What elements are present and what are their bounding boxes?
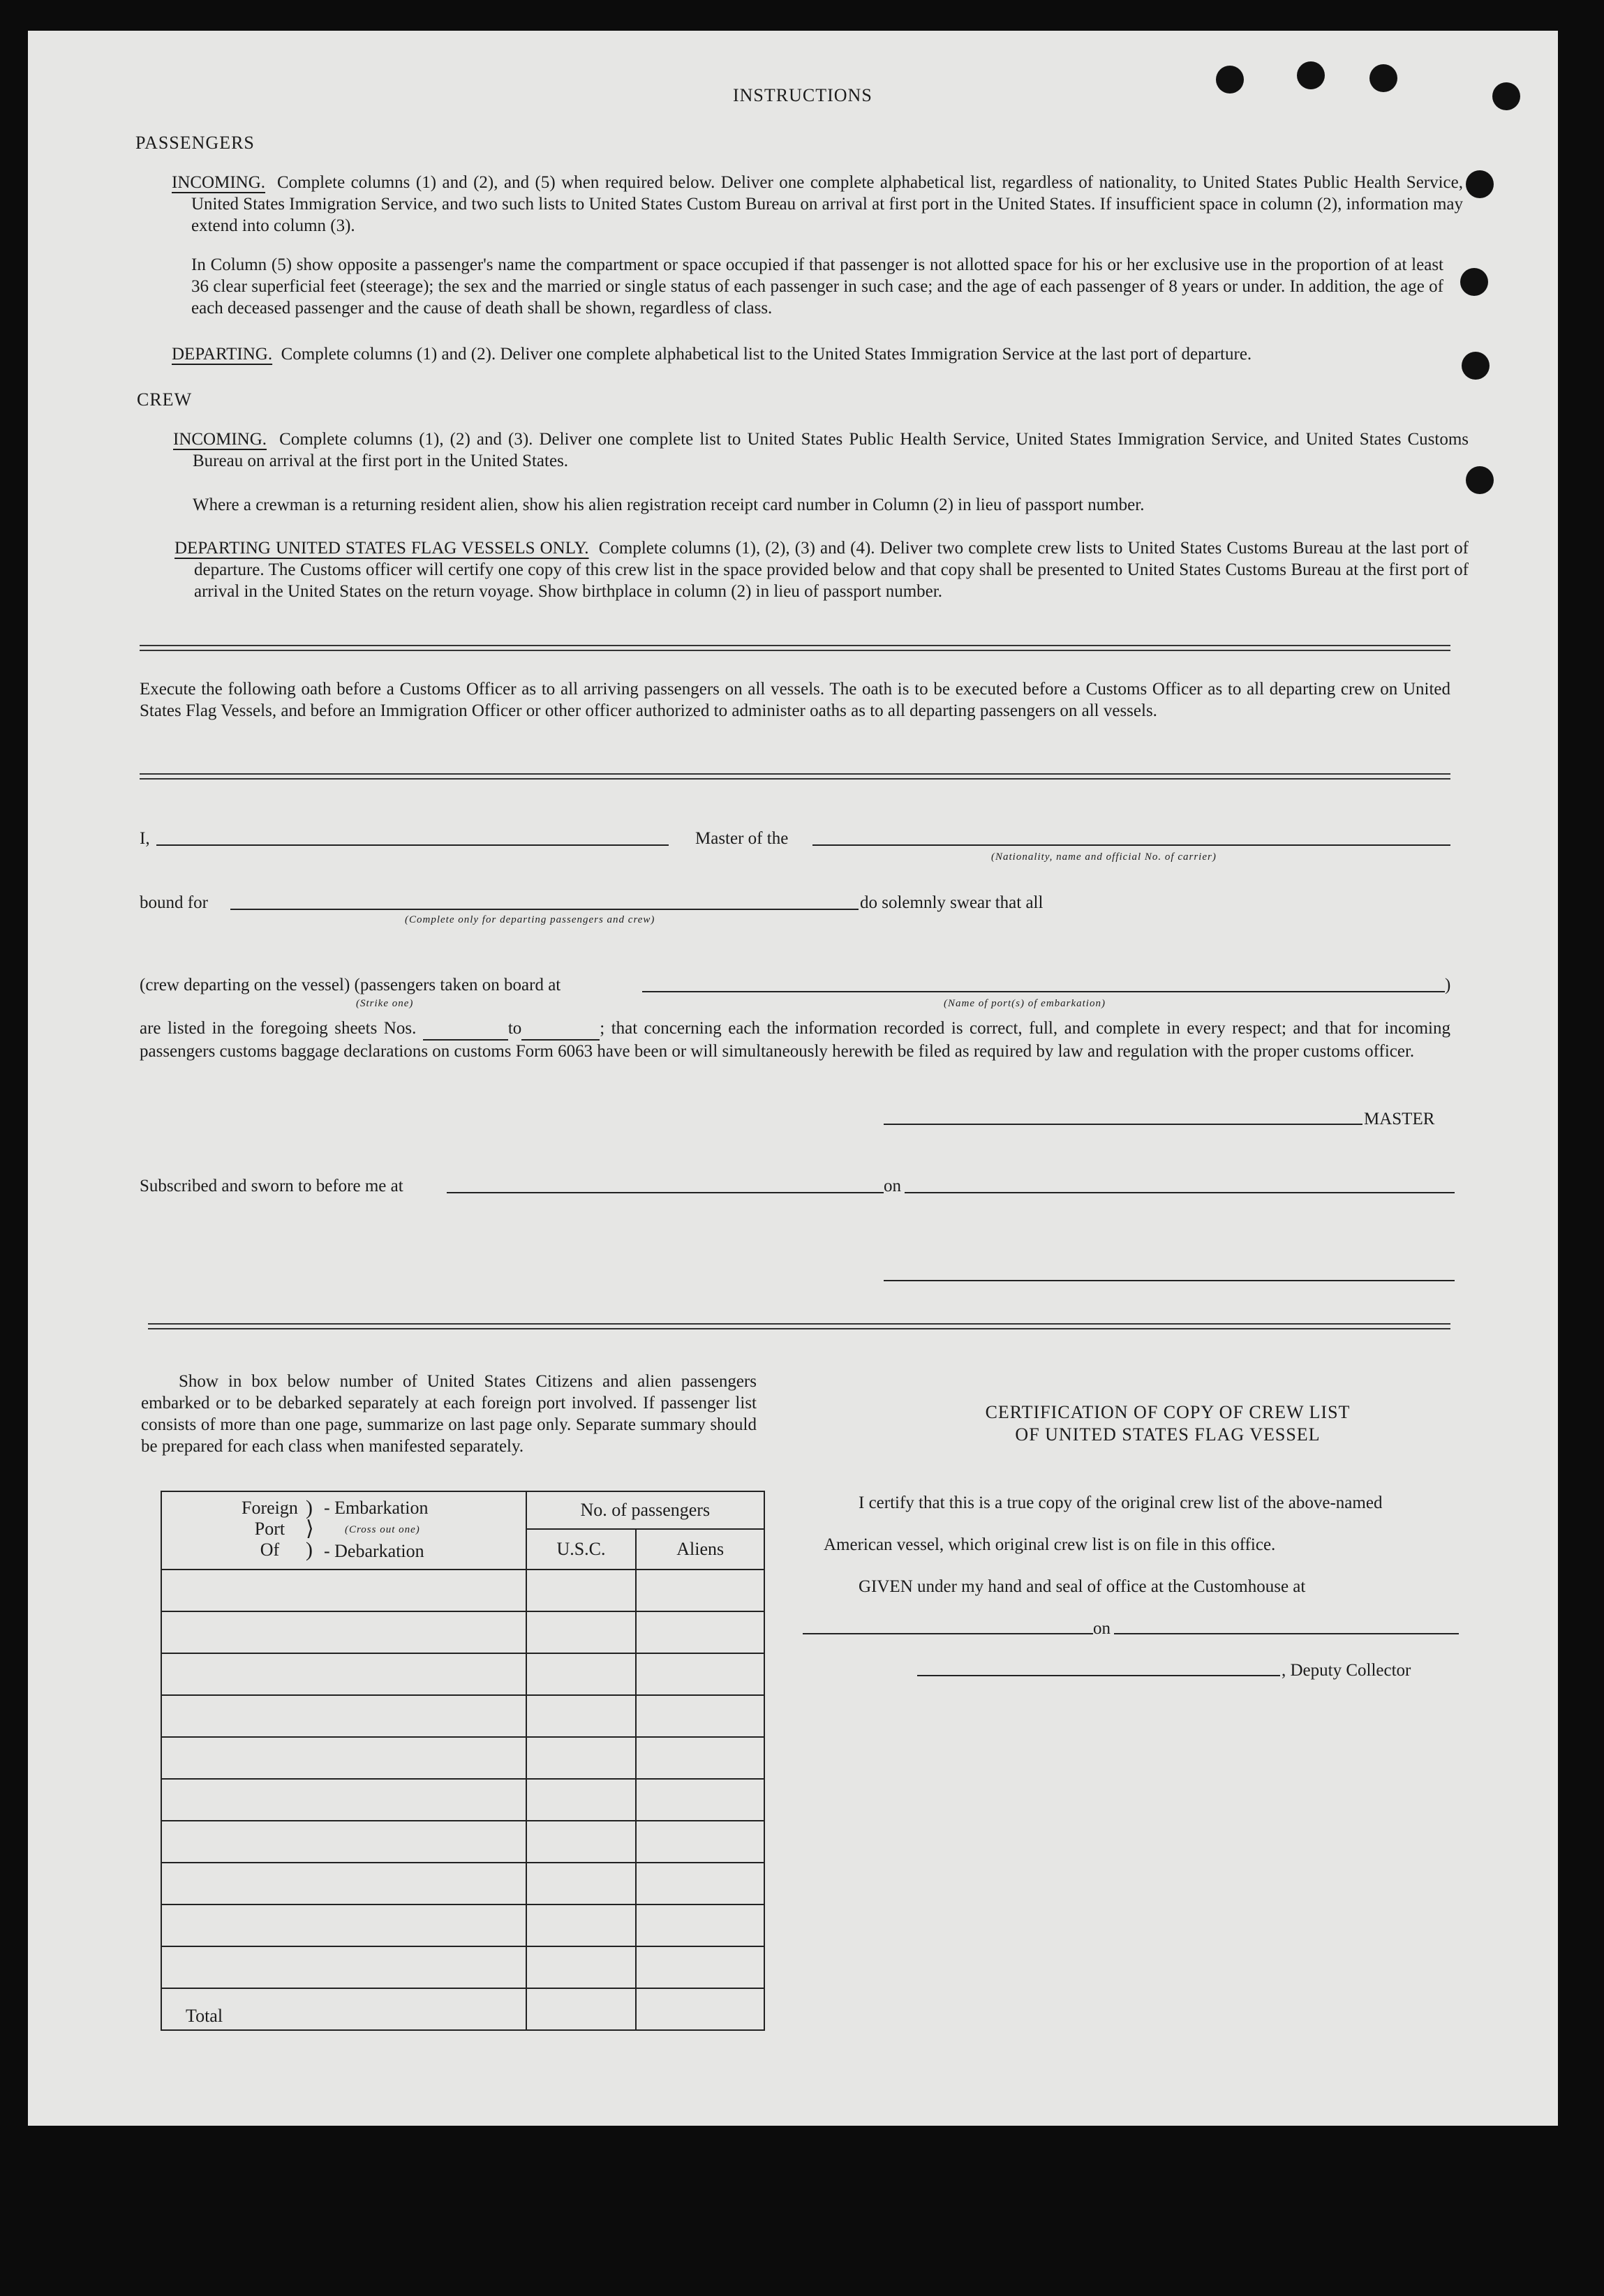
- debarkation-label[interactable]: - Debarkation: [324, 1541, 424, 1561]
- oath-swear: do solemnly swear that all: [860, 893, 1044, 912]
- passengers-departing-text: Complete columns (1) and (2). Deliver one complete alphabetical list to the United States Immigration Service at the last port of departure.: [281, 345, 1252, 364]
- usc-cell[interactable]: [526, 1904, 637, 1946]
- sheet-from-line[interactable]: [423, 1017, 508, 1041]
- certify-line2: American vessel, which original crew list is on file in this office.: [824, 1535, 1276, 1554]
- sheet-to-line[interactable]: [521, 1017, 600, 1041]
- port-cell[interactable]: [161, 1737, 526, 1779]
- carrier-note: (Nationality, name and official No. of carrier): [991, 851, 1217, 863]
- crew-departing-paragraph: [174, 537, 1469, 602]
- usc-cell[interactable]: [526, 1570, 637, 1611]
- deputy-collector-label: , Deputy Collector: [1282, 1661, 1411, 1680]
- passengers-column5-paragraph: In Column (5) show opposite a passenger's name the compartment or space occupied if that passenger is not allotted space for his or her exclusive use in the proportion of at least 36 clear superficial feet (steerage); the sex and the married or single status of each passenger in such case; and the age of each passenger of 8 years or under. In addition, the age of each deceased passenger and the cause of death shall be shown, regardless of class.: [191, 255, 1443, 318]
- aliens-cell[interactable]: [636, 1611, 764, 1653]
- master-label: MASTER: [1364, 1110, 1435, 1128]
- table-row: [161, 1737, 764, 1779]
- instructions-title: INSTRUCTIONS: [733, 85, 872, 105]
- of-label: Of: [260, 1540, 280, 1560]
- subscribed-date-line[interactable]: [905, 1192, 1455, 1193]
- foreign-port-header: [161, 1491, 526, 1570]
- port-cell[interactable]: [161, 1611, 526, 1653]
- oath-master-name-line[interactable]: [156, 844, 669, 846]
- aliens-cell[interactable]: [636, 1779, 764, 1821]
- port-cell[interactable]: [161, 1779, 526, 1821]
- oath-bound-for: bound for: [140, 893, 208, 912]
- punch-hole: [1466, 170, 1494, 198]
- oath-listed-paragraph: [140, 1017, 1450, 1062]
- oath-i-label: I,: [140, 829, 150, 848]
- usc-cell[interactable]: [526, 1611, 637, 1653]
- table-row: [161, 1904, 764, 1946]
- aliens-cell[interactable]: [636, 1570, 764, 1611]
- punch-hole: [1369, 64, 1397, 92]
- subscribed-on: on: [884, 1177, 901, 1195]
- certification-on: on: [1093, 1619, 1111, 1638]
- deputy-collector-signature-line[interactable]: [917, 1675, 1280, 1676]
- oath-close-paren: ): [1445, 976, 1451, 994]
- port-cell[interactable]: [161, 1695, 526, 1737]
- oath-port-line[interactable]: [642, 991, 1445, 992]
- oath-listed-a: are listed in the foregoing sheets Nos.: [140, 1019, 417, 1038]
- table-row: [161, 1863, 764, 1904]
- usc-cell[interactable]: [526, 1779, 637, 1821]
- punch-hole: [1297, 61, 1325, 89]
- brace-icon: ) ⟩ ): [306, 1496, 314, 1561]
- passengers-heading: PASSENGERS: [135, 133, 255, 153]
- crew-departing-text: Complete columns (1), (2), (3) and (4). Deliver two complete crew lists to United States Customs Bureau at the last port of departure. The Customs officer will certify one copy of this crew list in the space provided below and that copy shall be presented to United States Customs Bureau at the first port of arrival in the United States on the return voyage. Show birthplace in column (2) in lieu of passport number.: [194, 539, 1469, 601]
- strike-note: (Strike one): [356, 998, 414, 1009]
- passengers-incoming-text: Complete columns (1) and (2), and (5) when required below. Deliver one complete alphabetical list, regardless of nationality, to United States Public Health Service, United States Immigration Service, and two such lists to United States Custom Bureau on arrival at first port in the United States. If insufficient space in column (2), information may extend into column (3).: [191, 173, 1464, 235]
- punch-hole: [1466, 466, 1494, 494]
- subscribed-label: Subscribed and sworn to before me at: [140, 1177, 403, 1195]
- foreign-label: Foreign: [242, 1498, 298, 1518]
- master-signature-line[interactable]: [884, 1124, 1362, 1125]
- oath-carrier-line[interactable]: [812, 844, 1450, 846]
- oath-bound-for-line[interactable]: [230, 909, 859, 910]
- passengers-incoming-label: INCOMING.: [172, 173, 266, 192]
- customhouse-place-line[interactable]: [803, 1633, 1093, 1634]
- port-cell[interactable]: [161, 1821, 526, 1863]
- aliens-header: Aliens: [636, 1529, 764, 1570]
- punch-hole: [1462, 352, 1490, 380]
- usc-cell[interactable]: [526, 1653, 637, 1695]
- no-passengers-header: No. of passengers: [526, 1491, 764, 1529]
- oath-listed-to: to: [507, 1019, 522, 1038]
- section-divider: [140, 645, 1450, 651]
- punch-hole: [1216, 66, 1244, 94]
- usc-cell[interactable]: [526, 1863, 637, 1904]
- aliens-cell[interactable]: [636, 1737, 764, 1779]
- aliens-cell[interactable]: [636, 1863, 764, 1904]
- total-usc-cell[interactable]: [526, 1988, 637, 2030]
- crew-incoming-paragraph: [173, 428, 1469, 472]
- section-divider: [140, 773, 1450, 780]
- certify-line1: I certify that this is a true copy of the original crew list of the above-named: [859, 1493, 1383, 1512]
- oath-listed-b: ; that concerning each the information recorded is correct, full, and complete in every respect; and that for incoming passengers customs baggage declarations on customs Form 6063 have been or will simultaneously herewith be filed as required by law and regulation with the proper customs officer.: [140, 1019, 1450, 1061]
- certification-title: [796, 1401, 1540, 1446]
- usc-cell[interactable]: [526, 1737, 637, 1779]
- table-row: [161, 1570, 764, 1611]
- crew-incoming-text: Complete columns (1), (2) and (3). Deliver one complete list to United States Public Health Service, United States Immigration Service, and United States Customs Bureau on arrival at the first port in the United States.: [193, 430, 1469, 470]
- crew-resident-paragraph: Where a crewman is a returning resident alien, show his alien registration receipt card number in Column (2) in lieu of passport number.: [193, 495, 1145, 514]
- form-sheet: [28, 31, 1558, 2126]
- subscribed-place-line[interactable]: [447, 1192, 884, 1193]
- table-row: [161, 1779, 764, 1821]
- passengers-departing-paragraph: [172, 343, 1456, 365]
- bound-note: (Complete only for departing passengers and crew): [405, 914, 655, 925]
- punch-hole: [1492, 82, 1520, 110]
- table-row: [161, 1611, 764, 1653]
- oath-master-of-the: Master of the: [695, 829, 789, 848]
- certification-title-line2: OF UNITED STATES FLAG VESSEL: [1015, 1424, 1321, 1445]
- port-cell[interactable]: [161, 1946, 526, 1988]
- aliens-cell[interactable]: [636, 1821, 764, 1863]
- given-line: GIVEN under my hand and seal of office at the Customhouse at: [859, 1577, 1306, 1596]
- total-aliens-cell[interactable]: [636, 1988, 764, 2030]
- total-row: [161, 1988, 764, 2030]
- table-row: [161, 1821, 764, 1863]
- oath-crew-departing: (crew departing on the vessel) (passengers taken on board at: [140, 976, 561, 994]
- aliens-cell[interactable]: [636, 1946, 764, 1988]
- crew-incoming-label: INCOMING.: [173, 430, 267, 449]
- punch-hole: [1460, 268, 1488, 296]
- table-row: [161, 1695, 764, 1737]
- section-divider: [148, 1323, 1450, 1329]
- port-note: (Name of port(s) of embarkation): [944, 998, 1106, 1009]
- aliens-cell[interactable]: [636, 1695, 764, 1737]
- officer-signature-line[interactable]: [884, 1280, 1455, 1281]
- usc-cell[interactable]: [526, 1695, 637, 1737]
- oath-intro: Execute the following oath before a Customs Officer as to all arriving passengers on all vessels. The oath is to be executed before a Customs Officer as to all departing crew on United States Flag Vessels, and before an Immigration Officer or other officer authorized to administer oaths as to all departing passengers on all vessels.: [140, 680, 1450, 720]
- aliens-cell[interactable]: [636, 1904, 764, 1946]
- usc-cell[interactable]: [526, 1821, 637, 1863]
- usc-header: U.S.C.: [526, 1529, 637, 1570]
- certification-title-line1: CERTIFICATION OF COPY OF CREW LIST: [985, 1402, 1351, 1422]
- table-row: [161, 1653, 764, 1695]
- total-label: Total: [186, 2006, 223, 2026]
- total-label-cell: [161, 1988, 526, 2030]
- cross-out-note: (Cross out one): [345, 1524, 420, 1535]
- passengers-departing-label: DEPARTING.: [172, 345, 273, 364]
- certification-date-line[interactable]: [1114, 1633, 1459, 1634]
- passenger-summary-table: [161, 1491, 765, 2031]
- port-cell[interactable]: [161, 1904, 526, 1946]
- table-row: [161, 1946, 764, 1988]
- embarkation-label[interactable]: - Embarkation: [324, 1498, 429, 1518]
- port-cell[interactable]: [161, 1570, 526, 1611]
- port-label: Port: [254, 1519, 285, 1539]
- crew-heading: CREW: [137, 389, 193, 410]
- crew-departing-label: DEPARTING UNITED STATES FLAG VESSELS ONLY.: [174, 539, 589, 558]
- aliens-cell[interactable]: [636, 1653, 764, 1695]
- passengers-incoming-paragraph: [172, 172, 1463, 237]
- usc-cell[interactable]: [526, 1946, 637, 1988]
- summary-instructions: Show in box below number of United States Citizens and alien passengers embarked or to be debarked separately at each foreign port involved. If passenger list consists of more than one page, summarize on last page only. Separate summary should be prepared for each class when manifested separately.: [141, 1372, 757, 1456]
- port-cell[interactable]: [161, 1863, 526, 1904]
- port-cell[interactable]: [161, 1653, 526, 1695]
